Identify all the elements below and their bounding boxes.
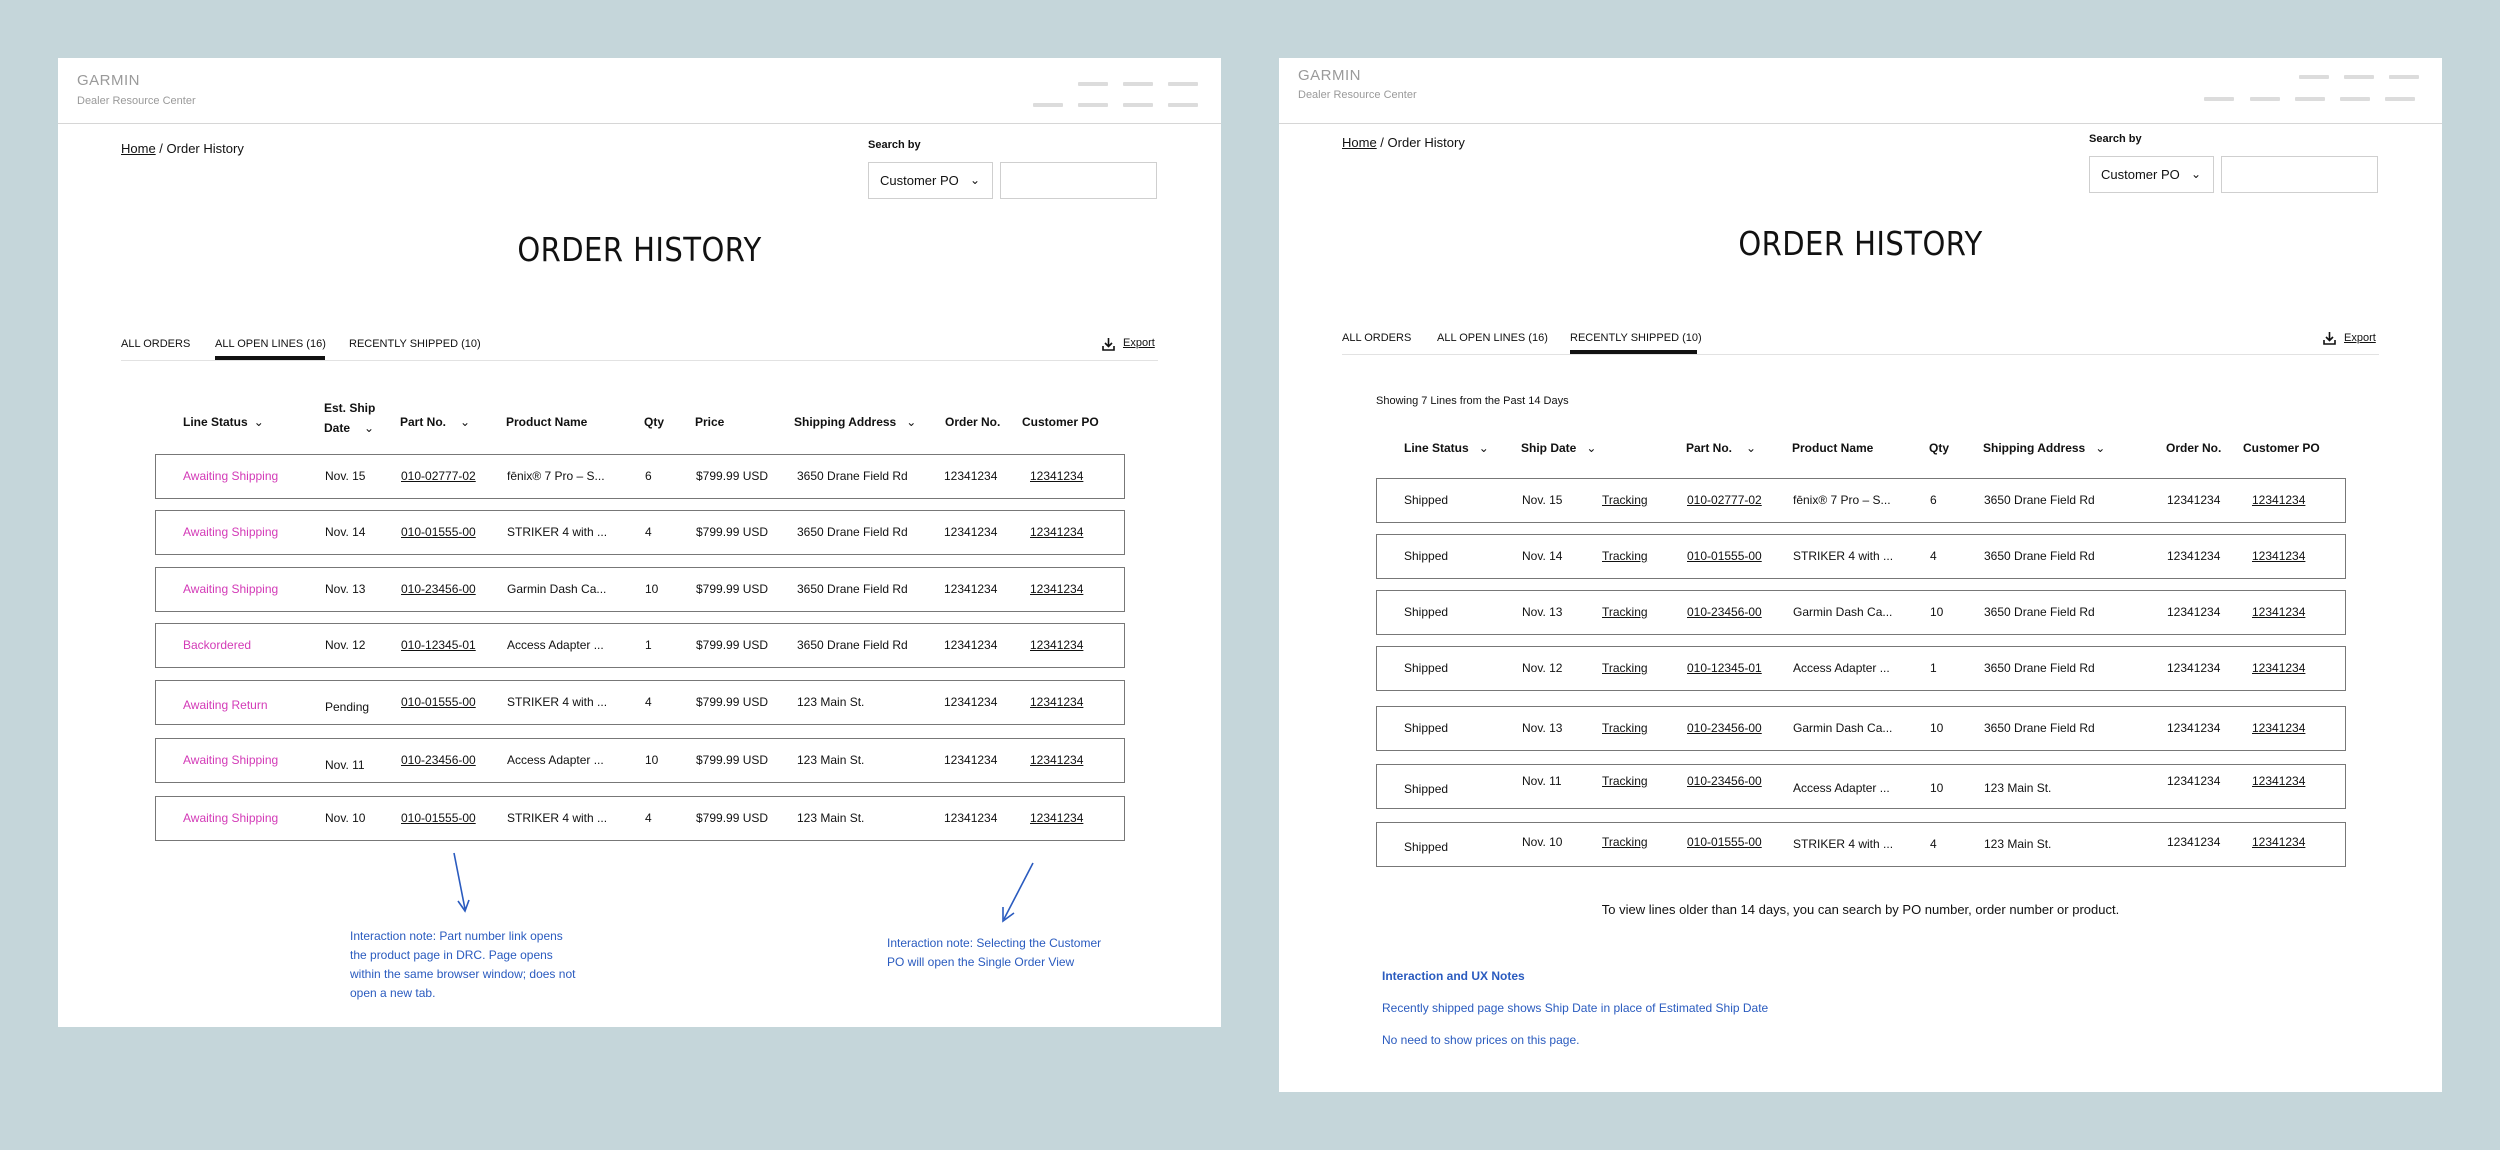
col-header-qty: Qty	[644, 415, 665, 429]
tracking-link[interactable]: Tracking	[1602, 605, 1648, 619]
shipping-address: 3650 Drane Field Rd	[797, 469, 908, 483]
chevron-down-icon: ⌄	[460, 415, 471, 429]
quantity: 4	[1930, 837, 1937, 851]
ship-date: Nov. 13	[1522, 605, 1563, 619]
customer-po-link[interactable]: 12341234	[2252, 661, 2306, 675]
active-tab-indicator	[1570, 350, 1697, 354]
col-header-shipping-address[interactable]	[1983, 440, 2105, 456]
shipping-address: 123 Main St.	[797, 753, 865, 767]
tracking-link[interactable]: Tracking	[1602, 835, 1648, 849]
search-input[interactable]	[1000, 162, 1157, 199]
search-by-label: Search by	[868, 139, 921, 151]
part-number-link[interactable]: 010-23456-00	[1687, 721, 1762, 735]
customer-po-link[interactable]: 12341234	[2252, 835, 2306, 849]
est-ship-date: Pending	[325, 700, 370, 714]
nav-placeholder[interactable]	[2299, 75, 2329, 79]
col-header-label: Shipping Address	[1983, 441, 2086, 455]
breadcrumb-home-link[interactable]: Home	[1342, 135, 1377, 150]
col-header-est-ship[interactable]	[324, 400, 375, 416]
customer-po-link[interactable]: 12341234	[1030, 525, 1084, 539]
ship-date: Nov. 15	[1522, 493, 1563, 507]
product-name: fēnix® 7 Pro – S...	[507, 469, 605, 483]
product-name: fēnix® 7 Pro – S...	[1793, 493, 1891, 507]
table-row[interactable]	[155, 796, 1125, 841]
est-ship-date: Nov. 13	[325, 582, 366, 596]
shipping-address: 3650 Drane Field Rd	[1984, 661, 2095, 675]
customer-po-link[interactable]: 12341234	[1030, 811, 1084, 825]
part-number-link[interactable]: 010-12345-01	[401, 638, 476, 652]
customer-po-link[interactable]: 12341234	[2252, 549, 2306, 563]
tracking-link[interactable]: Tracking	[1602, 549, 1648, 563]
table-row[interactable]	[1376, 706, 2346, 751]
interaction-note-part-link	[350, 927, 575, 1003]
nav-placeholder[interactable]	[1168, 103, 1198, 107]
line-status: Shipped	[1404, 605, 1449, 619]
chevron-down-icon: ⌄	[253, 415, 264, 429]
quantity: 10	[645, 582, 659, 596]
col-header-shipping-address[interactable]	[794, 414, 916, 430]
customer-po-link[interactable]: 12341234	[1030, 638, 1084, 652]
brand-subtitle: Dealer Resource Center	[77, 95, 196, 107]
col-header-order-no: Order No.	[945, 415, 1001, 429]
note-line: PO will open the Single Order View	[887, 955, 1075, 969]
col-header-label: Part No.	[1686, 441, 1733, 455]
customer-po-link[interactable]: 12341234	[1030, 469, 1084, 483]
chevron-down-icon: ⌄	[1478, 441, 1489, 455]
customer-po-link[interactable]: 12341234	[2252, 774, 2306, 788]
line-status: Awaiting Shipping	[183, 525, 279, 539]
shipping-address: 123 Main St.	[797, 811, 865, 825]
col-header-est-ship-date[interactable]	[324, 420, 374, 436]
product-name: STRIKER 4 with ...	[507, 695, 608, 709]
quantity: 6	[1930, 493, 1937, 507]
nav-placeholder[interactable]	[1168, 82, 1198, 86]
product-name: STRIKER 4 with ...	[507, 525, 608, 539]
nav-placeholder[interactable]	[1078, 82, 1108, 86]
col-header-customer-po: Customer PO	[2243, 441, 2320, 455]
table-row[interactable]	[155, 738, 1125, 783]
tab-all-orders[interactable]: ALL ORDERS	[1342, 332, 1412, 344]
nav-placeholder[interactable]	[2295, 97, 2325, 101]
tabs-divider	[121, 360, 1158, 361]
order-number: 12341234	[944, 811, 998, 825]
col-header-label: Shipping Address	[794, 415, 897, 429]
col-header-product-name: Product Name	[1792, 441, 1874, 455]
shipping-address: 3650 Drane Field Rd	[797, 582, 908, 596]
col-header-product-name: Product Name	[506, 415, 588, 429]
part-number-link[interactable]: 010-23456-00	[1687, 605, 1762, 619]
tabs-divider	[1342, 354, 2379, 355]
nav-placeholder[interactable]	[1123, 82, 1153, 86]
shipping-address: 3650 Drane Field Rd	[1984, 721, 2095, 735]
part-number-link[interactable]: 010-02777-02	[1687, 493, 1762, 507]
nav-placeholder[interactable]	[2389, 75, 2419, 79]
line-status: Awaiting Shipping	[183, 753, 279, 767]
tab-recently-shipped[interactable]: RECENTLY SHIPPED (10)	[1570, 332, 1702, 344]
chevron-down-icon: ⌄	[1586, 441, 1597, 455]
product-name: STRIKER 4 with ...	[1793, 837, 1894, 851]
shipping-address: 123 Main St.	[1984, 837, 2052, 851]
order-number: 12341234	[2167, 835, 2221, 849]
col-header-part-no[interactable]	[1686, 440, 1756, 456]
top-bar	[58, 58, 1221, 124]
line-status: Backordered	[183, 638, 252, 652]
note-line: within the same browser window; does not	[350, 967, 576, 981]
col-header-line-status[interactable]	[1404, 440, 1489, 456]
part-number-link[interactable]: 010-02777-02	[401, 469, 476, 483]
shipping-address: 3650 Drane Field Rd	[797, 525, 908, 539]
ship-date: Nov. 13	[1522, 721, 1563, 735]
order-number: 12341234	[2167, 774, 2221, 788]
order-number: 12341234	[944, 695, 998, 709]
chevron-down-icon: ⌄	[969, 173, 980, 187]
est-ship-date: Nov. 11	[325, 758, 365, 772]
shipping-address: 3650 Drane Field Rd	[1984, 493, 2095, 507]
quantity: 10	[645, 753, 659, 767]
tab-recently-shipped[interactable]: RECENTLY SHIPPED (10)	[349, 338, 481, 350]
nav-placeholder[interactable]	[1123, 103, 1153, 107]
price: $799.99 USD	[696, 811, 769, 825]
order-number: 12341234	[2167, 493, 2221, 507]
order-number: 12341234	[2167, 605, 2221, 619]
showing-lines-text: Showing 7 Lines from the Past 14 Days	[1376, 395, 1569, 407]
col-header-price: Price	[695, 415, 725, 429]
older-lines-note: To view lines older than 14 days, you can search by PO number, order number or product.	[1601, 902, 2120, 917]
product-name: Access Adapter ...	[1793, 661, 1890, 675]
order-history-recently-shipped-panel	[1279, 58, 2442, 1092]
breadcrumb	[1342, 135, 1465, 150]
quantity: 4	[1930, 549, 1937, 563]
table-row[interactable]	[155, 680, 1125, 725]
price: $799.99 USD	[696, 753, 769, 767]
col-header-label: Ship Date	[1521, 441, 1577, 455]
quantity: 10	[1930, 605, 1944, 619]
breadcrumb	[121, 141, 244, 156]
price: $799.99 USD	[696, 638, 769, 652]
table-row[interactable]	[155, 623, 1125, 668]
interaction-note-customer-po	[887, 934, 1101, 972]
customer-po-link[interactable]: 12341234	[1030, 582, 1084, 596]
page-title: ORDER HISTORY	[517, 230, 762, 269]
product-name: Access Adapter ...	[1793, 781, 1890, 795]
table-row[interactable]	[155, 454, 1125, 499]
tracking-link[interactable]: Tracking	[1602, 493, 1648, 507]
note-line: Interaction note: Selecting the Customer	[887, 936, 1102, 950]
ship-date: Nov. 12	[1522, 661, 1563, 675]
search-by-selected-value: Customer PO	[2101, 167, 2180, 182]
breadcrumb-separator: /	[1376, 135, 1388, 150]
part-number-link[interactable]: 010-01555-00	[401, 525, 476, 539]
col-header-order-no: Order No.	[2166, 441, 2222, 455]
search-by-select[interactable]	[868, 162, 993, 199]
quantity: 4	[645, 525, 652, 539]
col-header-part-no[interactable]	[400, 414, 470, 430]
nav-placeholder[interactable]	[1033, 103, 1063, 107]
chevron-down-icon: ⌄	[1746, 441, 1757, 455]
col-header-customer-po: Customer PO	[1022, 415, 1099, 429]
est-ship-date: Nov. 15	[325, 469, 366, 483]
part-number-link[interactable]: 010-23456-00	[401, 753, 476, 767]
col-header-line-status[interactable]	[183, 414, 264, 430]
brand-subtitle: Dealer Resource Center	[1298, 89, 1417, 101]
product-name: Garmin Dash Ca...	[1793, 605, 1893, 619]
nav-placeholder[interactable]	[2340, 97, 2370, 101]
tracking-link[interactable]: Tracking	[1602, 721, 1648, 735]
order-number: 12341234	[944, 582, 998, 596]
tracking-link[interactable]: Tracking	[1602, 661, 1648, 675]
ship-date: Nov. 11	[1522, 774, 1562, 788]
part-number-link[interactable]: 010-01555-00	[401, 811, 476, 825]
note-line: the product page in DRC. Page opens	[350, 948, 553, 962]
col-header-label: Line Status	[183, 415, 248, 429]
nav-placeholder[interactable]	[2250, 97, 2280, 101]
customer-po-link[interactable]: 12341234	[2252, 493, 2306, 507]
table-row[interactable]	[1376, 534, 2346, 579]
product-name: Access Adapter ...	[507, 638, 604, 652]
export-link[interactable]: Export	[2344, 332, 2376, 344]
customer-po-link[interactable]: 12341234	[2252, 721, 2306, 735]
search-by-select[interactable]	[2089, 156, 2214, 193]
download-icon[interactable]	[2323, 331, 2336, 345]
export-link[interactable]: Export	[1123, 337, 1155, 349]
search-by-selected-value: Customer PO	[880, 173, 959, 188]
brand-logo[interactable]: GARMIN	[77, 72, 140, 89]
search-input[interactable]	[2221, 156, 2378, 193]
product-name: STRIKER 4 with ...	[507, 811, 608, 825]
tab-all-open-lines[interactable]: ALL OPEN LINES (16)	[215, 338, 326, 350]
est-ship-date: Nov. 12	[325, 638, 366, 652]
product-name: Garmin Dash Ca...	[507, 582, 607, 596]
part-number-link[interactable]: 010-01555-00	[1687, 835, 1762, 849]
product-name: Garmin Dash Ca...	[1793, 721, 1893, 735]
order-number: 12341234	[2167, 661, 2221, 675]
price: $799.99 USD	[696, 469, 769, 483]
quantity: 4	[645, 811, 652, 825]
order-history-open-lines-panel	[58, 58, 1221, 1027]
shipping-address: 3650 Drane Field Rd	[1984, 549, 2095, 563]
order-number: 12341234	[2167, 721, 2221, 735]
breadcrumb-home-link[interactable]: Home	[121, 141, 156, 156]
order-number: 12341234	[944, 638, 998, 652]
part-number-link[interactable]: 010-23456-00	[1687, 774, 1762, 788]
product-name: Access Adapter ...	[507, 753, 604, 767]
quantity: 10	[1930, 721, 1944, 735]
quantity: 10	[1930, 781, 1944, 795]
table-row[interactable]	[1376, 646, 2346, 691]
order-number: 12341234	[944, 753, 998, 767]
table-row[interactable]	[1376, 822, 2346, 867]
part-number-link[interactable]: 010-23456-00	[401, 582, 476, 596]
nav-placeholder[interactable]	[2204, 97, 2234, 101]
nav-placeholder[interactable]	[2385, 97, 2415, 101]
col-header-ship-date[interactable]	[1521, 440, 1596, 456]
customer-po-link[interactable]: 12341234	[2252, 605, 2306, 619]
part-number-link[interactable]: 010-01555-00	[1687, 549, 1762, 563]
price: $799.99 USD	[696, 582, 769, 596]
line-status: Awaiting Return	[183, 698, 268, 712]
line-status: Shipped	[1404, 721, 1449, 735]
col-header-label: Line Status	[1404, 441, 1469, 455]
breadcrumb-separator: /	[155, 141, 167, 156]
note-line: Interaction note: Part number link opens	[350, 929, 563, 943]
ux-notes-title: Interaction and UX Notes	[1382, 969, 1525, 983]
line-status: Awaiting Shipping	[183, 811, 279, 825]
nav-placeholder[interactable]	[1078, 103, 1108, 107]
line-status: Shipped	[1404, 549, 1449, 563]
line-status: Shipped	[1404, 493, 1449, 507]
chevron-down-icon: ⌄	[906, 415, 917, 429]
nav-placeholder[interactable]	[2344, 75, 2374, 79]
page-title: ORDER HISTORY	[1738, 224, 1983, 263]
annotation-arrow	[448, 851, 478, 916]
line-status: Awaiting Shipping	[183, 469, 279, 483]
shipping-address: 123 Main St.	[797, 695, 865, 709]
order-number: 12341234	[944, 525, 998, 539]
ship-date: Nov. 10	[1522, 835, 1563, 849]
search-by-label: Search by	[2089, 133, 2142, 145]
quantity: 6	[645, 469, 652, 483]
col-header-label: Date	[324, 421, 351, 435]
ship-date: Nov. 14	[1522, 549, 1563, 563]
quantity: 1	[1930, 661, 1937, 675]
price: $799.99 USD	[696, 525, 769, 539]
table-row[interactable]	[1376, 590, 2346, 635]
line-status: Shipped	[1404, 661, 1449, 675]
quantity: 1	[645, 638, 652, 652]
product-name: STRIKER 4 with ...	[1793, 549, 1894, 563]
line-status: Shipped	[1404, 840, 1449, 854]
annotation-arrow	[998, 861, 1038, 926]
col-header-label: Est. Ship	[324, 401, 376, 415]
col-header-label: Part No.	[400, 415, 447, 429]
top-bar	[1279, 58, 2442, 124]
breadcrumb-current: Order History	[1387, 135, 1465, 150]
breadcrumb-current: Order History	[166, 141, 244, 156]
chevron-down-icon: ⌄	[364, 421, 375, 435]
line-status: Shipped	[1404, 782, 1449, 796]
table-row[interactable]	[1376, 764, 2346, 809]
ux-note: No need to show prices on this page.	[1382, 1033, 1580, 1047]
price: $799.99 USD	[696, 695, 769, 709]
quantity: 4	[645, 695, 652, 709]
active-tab-indicator	[215, 356, 325, 360]
part-number-link[interactable]: 010-01555-00	[401, 695, 476, 709]
note-line: open a new tab.	[350, 986, 436, 1000]
order-number: 12341234	[2167, 549, 2221, 563]
table-row[interactable]	[155, 567, 1125, 612]
ux-note: Recently shipped page shows Ship Date in place of Estimated Ship Date	[1382, 1001, 1769, 1015]
line-status: Awaiting Shipping	[183, 582, 279, 596]
est-ship-date: Nov. 14	[325, 525, 366, 539]
part-number-link[interactable]: 010-12345-01	[1687, 661, 1762, 675]
chevron-down-icon: ⌄	[2095, 441, 2106, 455]
tracking-link[interactable]: Tracking	[1602, 774, 1648, 788]
est-ship-date: Nov. 10	[325, 811, 366, 825]
customer-po-link[interactable]: 12341234	[1030, 753, 1084, 767]
download-icon[interactable]	[1102, 337, 1115, 351]
table-row[interactable]	[1376, 478, 2346, 523]
order-number: 12341234	[944, 469, 998, 483]
table-row[interactable]	[155, 510, 1125, 555]
tab-all-orders[interactable]: ALL ORDERS	[121, 338, 191, 350]
shipping-address: 3650 Drane Field Rd	[797, 638, 908, 652]
shipping-address: 123 Main St.	[1984, 781, 2052, 795]
tab-all-open-lines[interactable]: ALL OPEN LINES (16)	[1437, 332, 1548, 344]
col-header-qty: Qty	[1929, 441, 1950, 455]
customer-po-link[interactable]: 12341234	[1030, 695, 1084, 709]
brand-logo[interactable]: GARMIN	[1298, 67, 1361, 84]
chevron-down-icon: ⌄	[2190, 167, 2201, 181]
shipping-address: 3650 Drane Field Rd	[1984, 605, 2095, 619]
